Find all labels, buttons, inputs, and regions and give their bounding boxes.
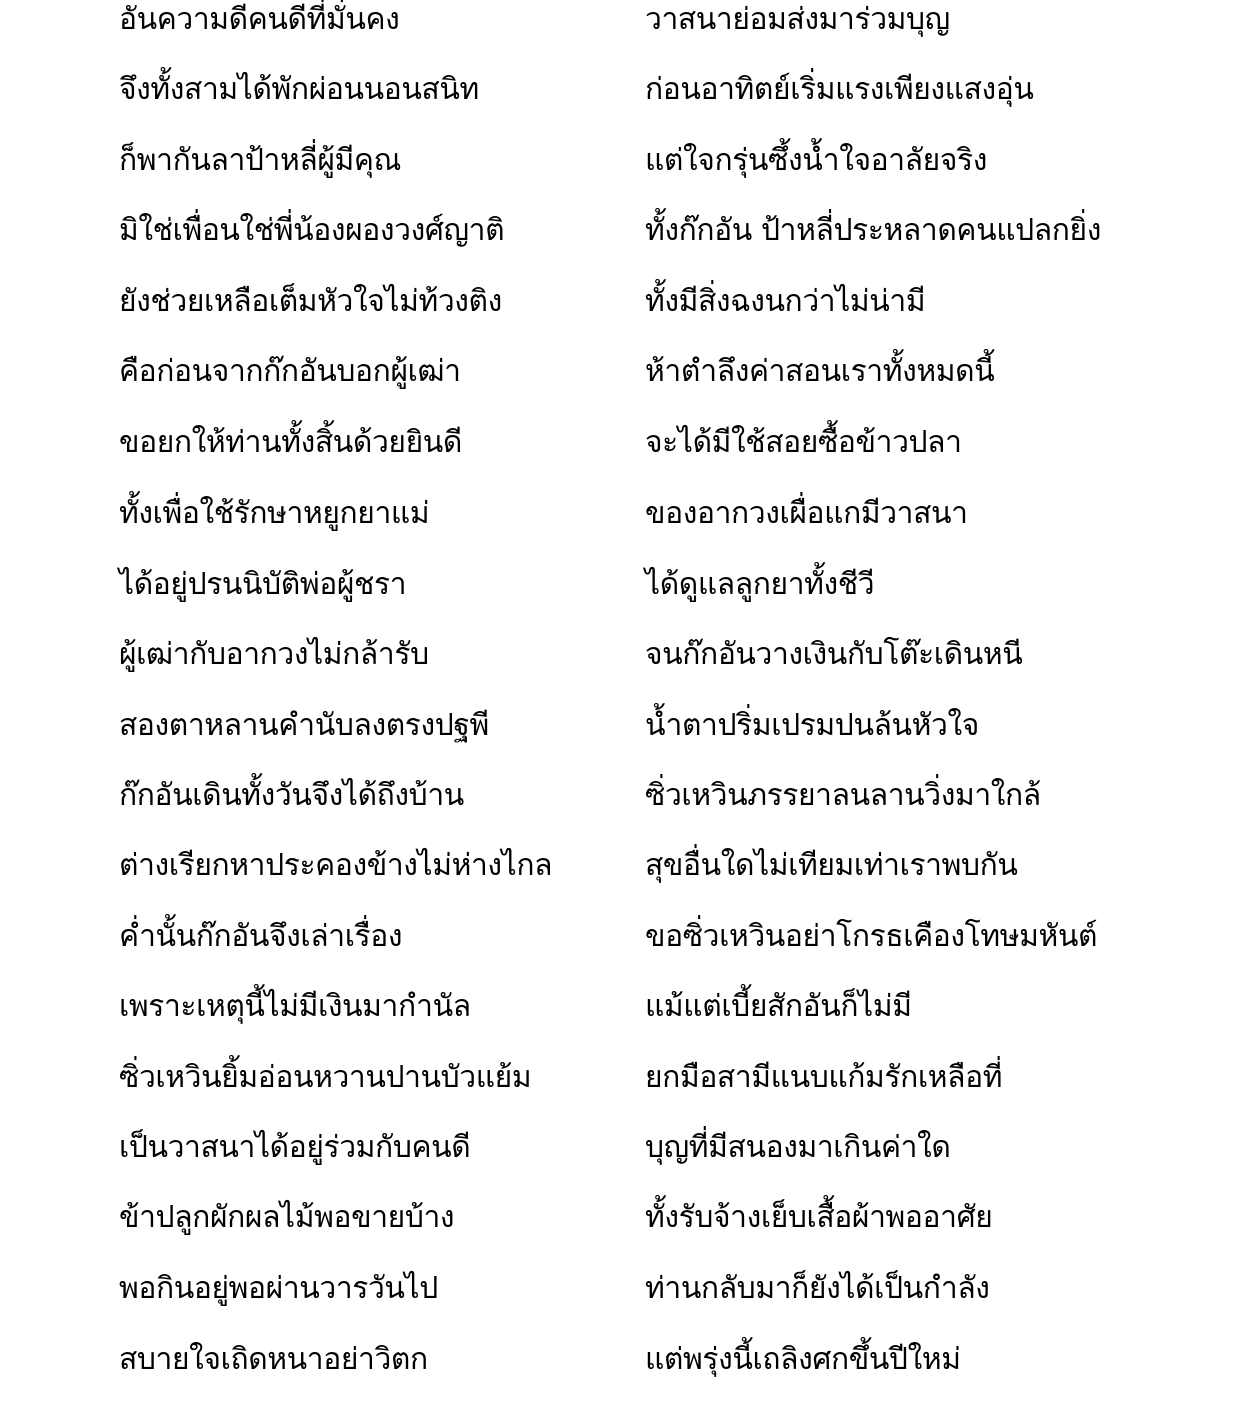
verse-left: สบายใจเถิดหนาอย่าวิตก <box>119 1342 428 1377</box>
verse-left: ซิ่วเหวินยิ้มอ่อนหวานปานบัวแย้ม <box>119 1060 532 1095</box>
poem-line <box>0 0 1241 70</box>
verse-right: ทั้งมีสิ่งฉงนกว่าไม่น่ามี <box>645 284 926 319</box>
poem-line <box>0 706 1241 776</box>
verse-left: ต่างเรียกหาประคองข้างไม่ห่างไกล <box>119 848 553 883</box>
poem-line <box>0 1269 1241 1339</box>
verse-right: สุขอื่นใดไม่เทียมเท่าเราพบกัน <box>645 848 1018 883</box>
poem-line <box>0 1128 1241 1198</box>
poem-line <box>0 1198 1241 1268</box>
verse-left: มิใช่เพื่อนใช่พี่น้องผองวงศ์ญาติ <box>119 213 505 248</box>
verse-left: ก๊กอันเดินทั้งวันจึงได้ถึงบ้าน <box>119 778 464 813</box>
verse-right: ของอากวงเผื่อแกมีวาสนา <box>645 496 968 531</box>
poem-line <box>0 494 1241 564</box>
verse-right: ขอซิ่วเหวินอย่าโกรธเคืองโทษมหันต์ <box>645 919 1098 954</box>
poem-line <box>0 776 1241 846</box>
verse-right: ห้าตำลึงค่าสอนเราทั้งหมดนี้ <box>645 354 995 389</box>
verse-left: สองตาหลานคำนับลงตรงปฐพี <box>119 708 489 743</box>
verse-right: จะได้มีใช้สอยซื้อข้าวปลา <box>645 425 962 460</box>
verse-right: แต่พรุ่งนี้เถลิงศกขึ้นปีใหม่ <box>645 1342 961 1377</box>
verse-left: อันความดีคนดีที่มั่นคง <box>119 2 400 37</box>
poem-line <box>0 635 1241 705</box>
poem-line <box>0 987 1241 1057</box>
verse-left: เพราะเหตุนี้ไม่มีเงินมากำนัล <box>119 989 471 1024</box>
verse-left: ข้าปลูกผักผลไม้พอขายบ้าง <box>119 1200 455 1235</box>
verse-left: พอกินอยู่พอผ่านวารวันไป <box>119 1271 438 1306</box>
verse-left: ผู้เฒ่ากับอากวงไม่กล้ารับ <box>119 637 429 672</box>
poem-line <box>0 70 1241 140</box>
verse-left: เป็นวาสนาได้อยู่ร่วมกับคนดี <box>119 1130 471 1165</box>
poem-line <box>0 917 1241 987</box>
poem-line <box>0 1058 1241 1128</box>
verse-left: ทั้งเพื่อใช้รักษาหยูกยาแม่ <box>119 496 430 531</box>
verse-right: ยกมือสามีแนบแก้มรักเหลือที่ <box>645 1060 1003 1095</box>
verse-right: ทั้งก๊กอัน ป้าหลี่ประหลาดคนแปลกยิ่ง <box>645 213 1101 248</box>
verse-left: ก็พากันลาป้าหลี่ผู้มีคุณ <box>119 143 401 178</box>
verse-right: น้ำตาปริ่มเปรมปนล้นหัวใจ <box>645 708 979 743</box>
verse-right: แต่ใจกรุ่นซึ้งน้ำใจอาลัยจริง <box>645 143 987 178</box>
poem-line <box>0 352 1241 422</box>
poem-line <box>0 423 1241 493</box>
poem-line <box>0 1340 1241 1410</box>
verse-right: ท่านกลับมาก็ยังได้เป็นกำลัง <box>645 1271 990 1306</box>
poem-line <box>0 211 1241 281</box>
verse-right: บุญที่มีสนองมาเกินค่าใด <box>645 1130 951 1165</box>
verse-right: ซิ่วเหวินภรรยาลนลานวิ่งมาใกล้ <box>645 778 1041 813</box>
verse-left: คือก่อนจากก๊กอันบอกผู้เฒ่า <box>119 354 461 389</box>
verse-right: วาสนาย่อมส่งมาร่วมบุญ <box>645 2 950 37</box>
verse-left: จึงทั้งสามได้พักผ่อนนอนสนิท <box>119 72 479 107</box>
poem-line <box>0 565 1241 635</box>
poem-line <box>0 141 1241 211</box>
verse-right: จนก๊กอันวางเงินกับโต๊ะเดินหนี <box>645 637 1023 672</box>
verse-right: ก่อนอาทิตย์เริ่มแรงเพียงแสงอุ่น <box>645 72 1034 107</box>
verse-left: ขอยกให้ท่านทั้งสิ้นด้วยยินดี <box>119 425 462 460</box>
verse-right: ทั้งรับจ้างเย็บเสื้อผ้าพออาศัย <box>645 1200 993 1235</box>
verse-right: ได้ดูแลลูกยาทั้งชีวี <box>645 567 875 602</box>
poem-line <box>0 846 1241 916</box>
verse-left: ยังช่วยเหลือเต็มหัวใจไม่ท้วงติง <box>119 284 502 319</box>
verse-left: ได้อยู่ปรนนิบัติพ่อผู้ชรา <box>119 567 407 602</box>
verse-right: แม้แต่เบี้ยสักอันก็ไม่มี <box>645 989 912 1024</box>
poem-line <box>0 282 1241 352</box>
verse-left: ค่ำนั้นก๊กอันจึงเล่าเรื่อง <box>119 919 403 954</box>
